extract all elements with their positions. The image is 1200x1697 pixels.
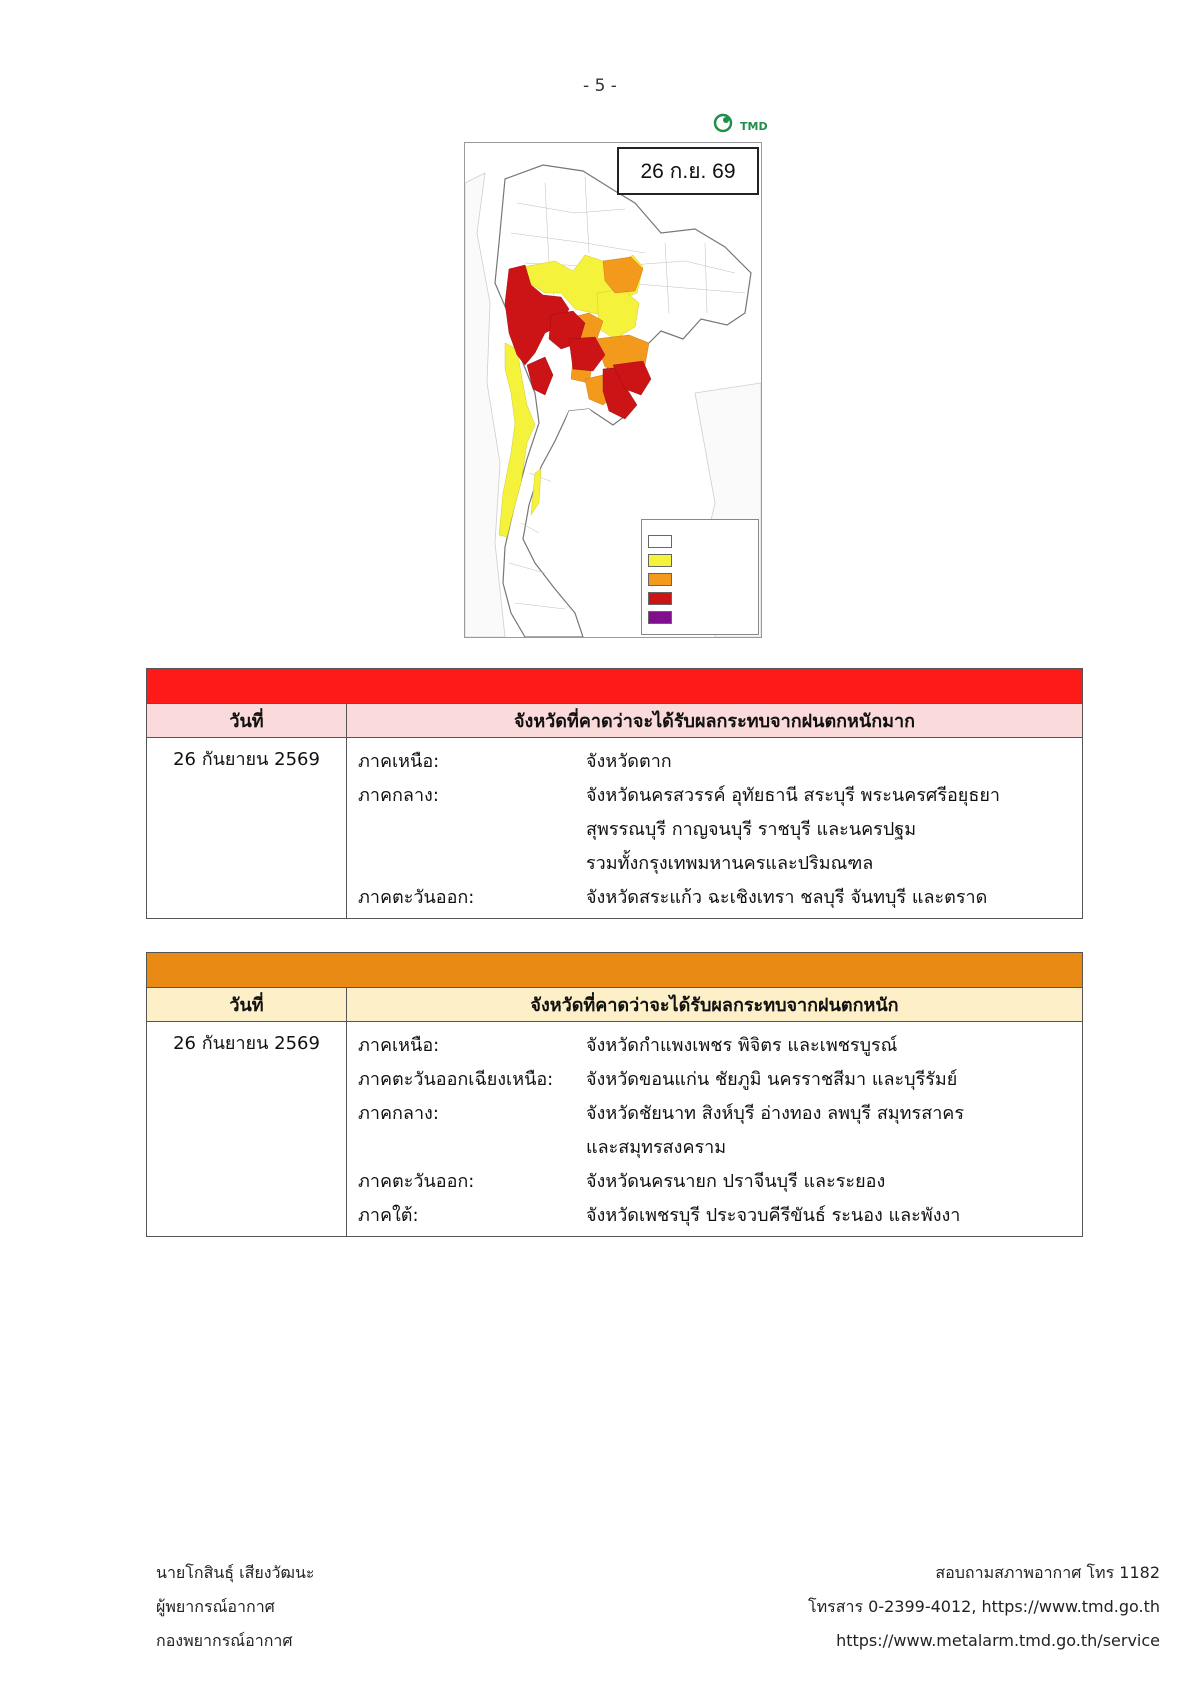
region-name: ภาคตะวันออก: <box>358 1171 475 1192</box>
region-name: ภาคใต้: <box>358 1205 419 1226</box>
very-heavy-rain-table <box>146 668 1083 919</box>
agency-logo-icon <box>712 112 734 134</box>
region-cell <box>347 1022 1083 1237</box>
province-line: และสมุทรสงคราม <box>586 1137 727 1158</box>
region-provinces <box>586 1097 1081 1165</box>
legend-item <box>648 570 756 588</box>
map-frame <box>464 142 762 638</box>
region-row <box>358 1063 1081 1097</box>
footer-signature <box>156 1556 315 1658</box>
province-line: จังหวัดสระแก้ว ฉะเชิงเทรา ชลบุรี จันทบุรี และตราด <box>586 887 988 908</box>
region-name: ภาคเหนือ: <box>358 751 440 772</box>
region-provinces <box>586 1063 1081 1097</box>
region-row <box>358 1029 1081 1063</box>
province-line: จังหวัดตาก <box>586 751 672 772</box>
legend-swatch <box>648 611 672 624</box>
page-number: - 5 - <box>583 76 617 96</box>
region-row <box>358 779 1081 881</box>
region-row <box>358 1165 1081 1199</box>
province-line: จังหวัดเพชรบุรี ประจวบคีรีขันธ์ ระนอง และพังงา <box>586 1205 961 1226</box>
forecast-date: 26 กันยายน 2569 <box>147 738 347 919</box>
legend-swatch <box>648 573 672 586</box>
forecaster-name: นายโกสินธุ์ เสียงวัฒนะ <box>156 1563 315 1582</box>
region-row <box>358 1097 1081 1165</box>
region-cell <box>347 738 1083 919</box>
tmd-logo: TMD <box>740 120 768 133</box>
region-name: ภาคกลาง: <box>358 785 439 806</box>
date-column-header: วันที่ <box>147 704 347 738</box>
region-name: ภาคกลาง: <box>358 1103 439 1124</box>
region-row <box>358 1199 1081 1233</box>
legend-item <box>648 551 756 569</box>
heavy-rain-table <box>146 952 1083 1237</box>
region-provinces <box>586 779 1081 881</box>
region-provinces <box>586 1199 1081 1233</box>
legend-swatch <box>648 535 672 548</box>
severity-band <box>147 953 1083 988</box>
region-name: ภาคเหนือ: <box>358 1035 440 1056</box>
region-list <box>348 1023 1081 1235</box>
map-date-box: 26 ก.ย. 69 <box>617 147 759 195</box>
legend-swatch <box>648 554 672 567</box>
date-column-header: วันที่ <box>147 988 347 1022</box>
contact-fax-website[interactable]: โทรสาร 0-2399-4012, https://www.tmd.go.th <box>808 1597 1160 1616</box>
legend-item <box>648 608 756 626</box>
footer-contact <box>808 1556 1160 1658</box>
map-header <box>464 112 768 142</box>
region-provinces <box>586 1029 1081 1063</box>
contact-phone: สอบถามสภาพอากาศ โทร 1182 <box>935 1563 1160 1582</box>
province-line: จังหวัดนครนายก ปราจีนบุรี และระยอง <box>586 1171 886 1192</box>
region-row <box>358 881 1081 915</box>
province-line: จังหวัดนครสวรรค์ อุทัยธานี สระบุรี พระนครศรีอยุธยา <box>586 785 1000 806</box>
region-row <box>358 745 1081 779</box>
map-legend <box>641 519 759 635</box>
province-line: รวมทั้งกรุงเทพมหานครและปริมณฑล <box>586 853 874 874</box>
provinces-column-header: จังหวัดที่คาดว่าจะได้รับผลกระทบจากฝนตกหนักมาก <box>347 704 1083 738</box>
forecaster-title: ผู้พยากรณ์อากาศ <box>156 1597 275 1616</box>
forecast-date: 26 กันยายน 2569 <box>147 1022 347 1237</box>
region-provinces <box>586 745 1081 779</box>
forecaster-division: กองพยากรณ์อากาศ <box>156 1631 293 1650</box>
region-list <box>348 739 1081 917</box>
province-line: จังหวัดชัยนาท สิงห์บุรี อ่างทอง ลพบุรี สมุทรสาคร <box>586 1103 965 1124</box>
rainfall-forecast-map <box>464 112 768 636</box>
legend-item <box>648 589 756 607</box>
province-line: จังหวัดกำแพงเพชร พิจิตร และเพชรบูรณ์ <box>586 1035 898 1056</box>
legend-item <box>648 532 756 550</box>
region-name: ภาคตะวันออก: <box>358 887 475 908</box>
severity-band <box>147 669 1083 704</box>
contact-service-link[interactable]: https://www.metalarm.tmd.go.th/service <box>836 1631 1160 1650</box>
provinces-column-header: จังหวัดที่คาดว่าจะได้รับผลกระทบจากฝนตกหนัก <box>347 988 1083 1022</box>
province-line: สุพรรณบุรี กาญจนบุรี ราชบุรี และนครปฐม <box>586 819 917 840</box>
region-provinces <box>586 881 1081 915</box>
region-name: ภาคตะวันออกเฉียงเหนือ: <box>358 1069 554 1090</box>
province-line: จังหวัดขอนแก่น ชัยภูมิ นครราชสีมา และบุรีรัมย์ <box>586 1069 958 1090</box>
region-provinces <box>586 1165 1081 1199</box>
legend-swatch <box>648 592 672 605</box>
